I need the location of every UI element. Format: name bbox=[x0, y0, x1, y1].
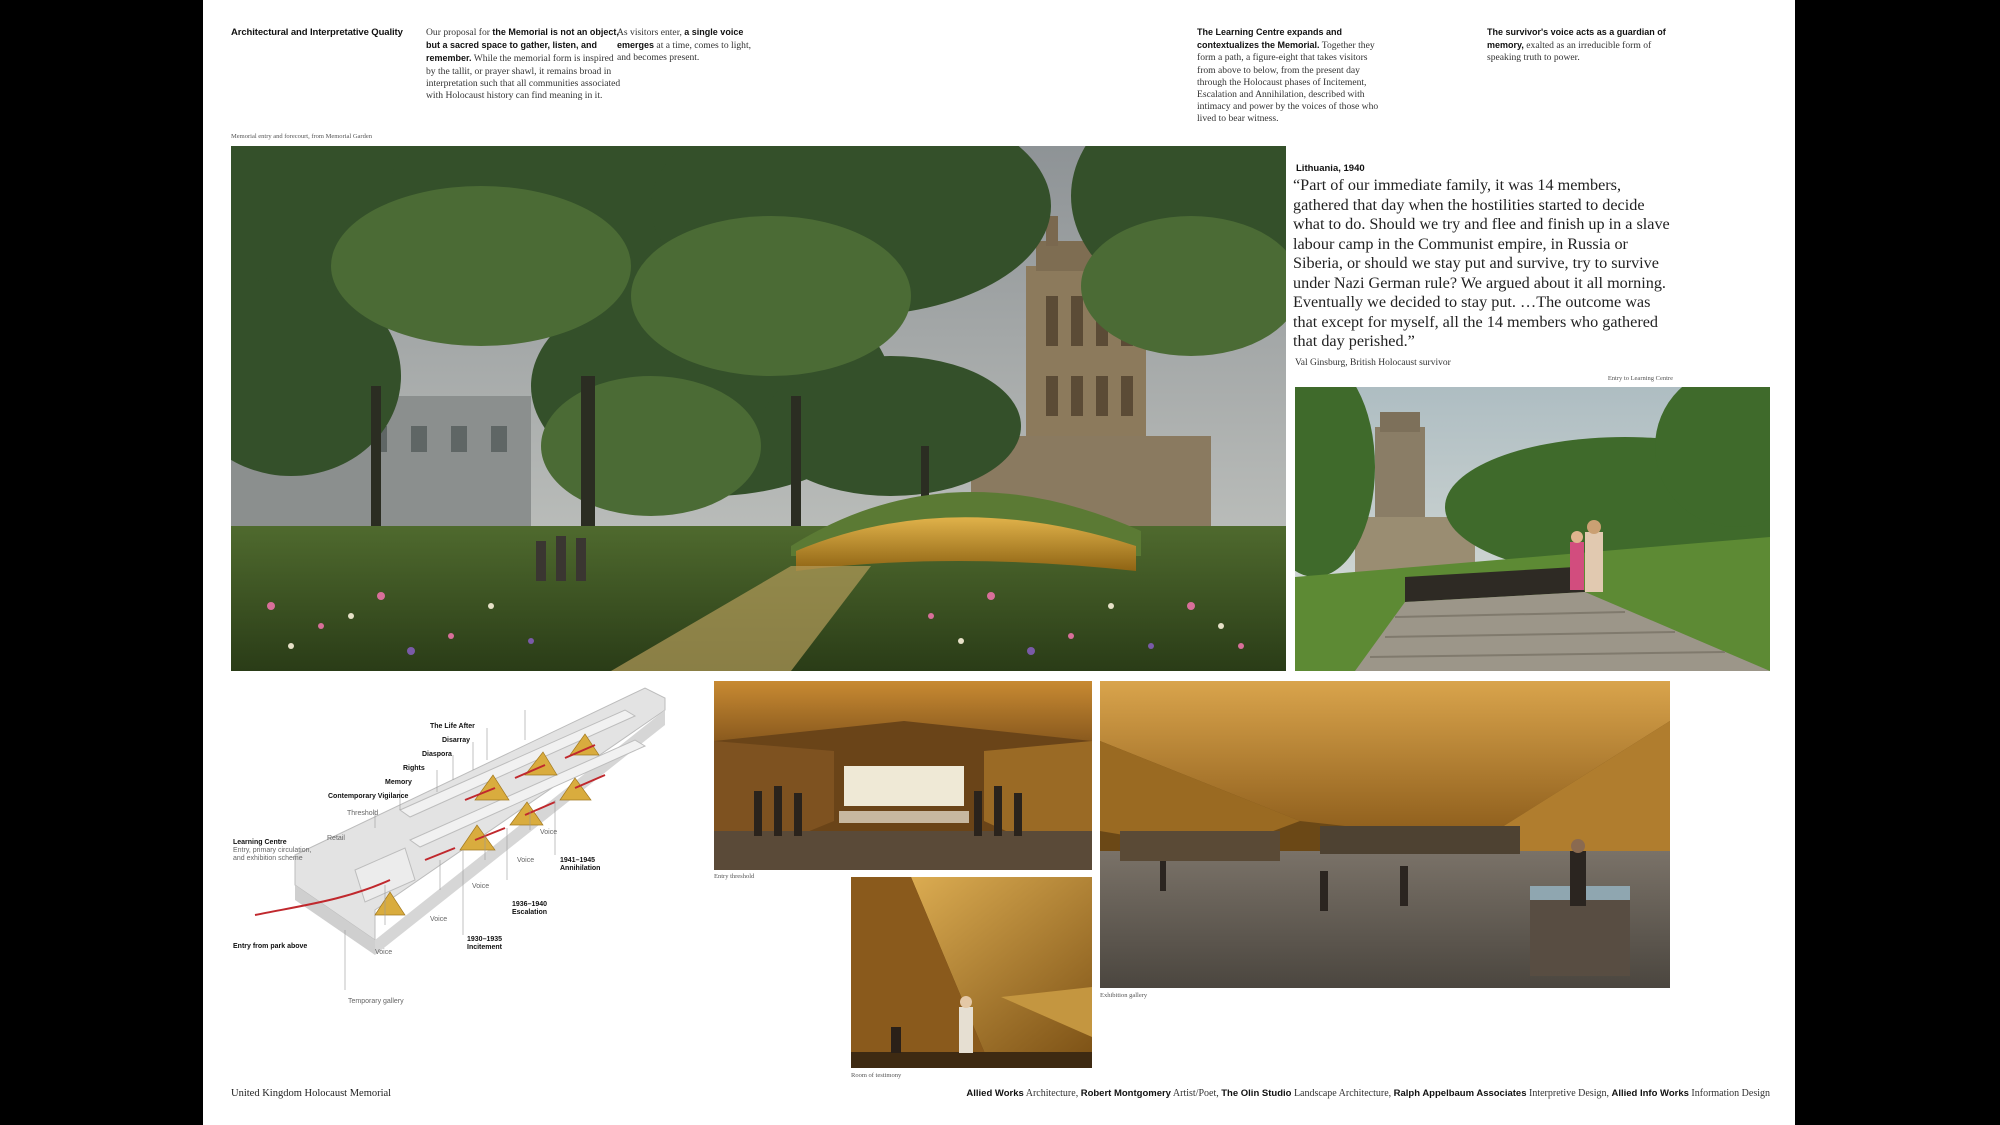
label-contemporary-vigilance: Contemporary Vigilance bbox=[328, 793, 409, 800]
room-of-testimony-rendering bbox=[851, 877, 1092, 1068]
label-escalation: Escalation bbox=[512, 909, 548, 916]
label-voice-4: Voice bbox=[430, 916, 448, 923]
label-disarray: Disarray bbox=[442, 737, 471, 744]
project-title: United Kingdom Holocaust Memorial bbox=[231, 1088, 392, 1099]
exhibition-gallery-rendering bbox=[1100, 681, 1670, 988]
learning-centre-axonometric-diagram bbox=[225, 680, 715, 1010]
label-annihilation: Annihilation bbox=[560, 865, 601, 872]
intro-column-4: The survivor's voice acts as a guardian of memory, exalted as an irreducible form of speaking truth to power. bbox=[1487, 27, 1666, 64]
learning-centre-entry-rendering bbox=[1295, 387, 1770, 671]
label-voice-1: Voice bbox=[540, 829, 558, 836]
label-incitement: Incitement bbox=[467, 944, 503, 951]
quote-attribution: Val Ginsburg, British Holocaust survivor bbox=[1295, 358, 1451, 368]
label-temporary-gallery: Temporary gallery bbox=[348, 998, 404, 1005]
presentation-sheet bbox=[203, 0, 1795, 1125]
label-diaspora: Diaspora bbox=[422, 751, 452, 758]
entry-learning-caption: Entry to Learning Centre bbox=[1607, 375, 1673, 382]
label-voice-3: Voice bbox=[472, 883, 490, 890]
diagram-title: Learning Centre bbox=[233, 839, 287, 846]
label-voice-5: Voice bbox=[375, 949, 393, 956]
entry-threshold-caption: Entry threshold bbox=[714, 873, 755, 880]
quote-location: Lithuania, 1940 bbox=[1296, 163, 1365, 174]
diagram-subtitle-2: and exhibition scheme bbox=[233, 855, 303, 862]
label-memory: Memory bbox=[385, 779, 412, 786]
label-threshold: Threshold bbox=[347, 810, 379, 817]
label-rights: Rights bbox=[403, 765, 425, 772]
label-escalation-years: 1936–1940 bbox=[512, 901, 548, 908]
label-retail: Retail bbox=[327, 835, 345, 842]
exhibition-gallery-caption: Exhibition gallery bbox=[1100, 992, 1148, 999]
main-image-caption: Memorial entry and forecourt, from Memorial Garden bbox=[231, 133, 372, 140]
survivor-quote: “Part of our immediate family, it was 14 members, gathered that day when the hostilities started to decide what to do. Should we try and flee and finish up in a slave labour camp in the Communist empire, in Russia or Siberia, or should we stay put and survive, try to survive under Nazi German rule? We argued about it all morning. Eventually we decided to stay put. …The outcome was that except for myself, all the 14 members who gathered that day perished.” bbox=[1293, 176, 1670, 350]
intro-column-1: Our proposal for the Memorial is not an object, but a sacred space to gather, listen, and remember. While the memorial form is inspired by the tallit, or prayer shawl, it remains broad in interpretation such that all communities associated with Holocaust history can find meaning in it. bbox=[426, 27, 621, 102]
diagram-subtitle-1: Entry, primary circulation, bbox=[233, 847, 312, 854]
intro-column-2: As visitors enter, a single voice emerges at a time, comes to light, and becomes present. bbox=[617, 27, 752, 64]
memorial-garden-rendering bbox=[231, 146, 1286, 671]
label-voice-2: Voice bbox=[517, 857, 535, 864]
credits-line: Allied Works Architecture, Robert Montgomery Artist/Poet, The Olin Studio Landscape Architecture, Ralph Appelbaum Associates Interpretive Design, Allied Info Works Information Design bbox=[966, 1088, 1770, 1099]
label-annihilation-years: 1941–1945 bbox=[560, 857, 596, 864]
label-incitement-years: 1930–1935 bbox=[467, 936, 503, 943]
label-life-after: The Life After bbox=[430, 723, 475, 730]
entry-threshold-rendering bbox=[714, 681, 1092, 870]
label-entry-from-park: Entry from park above bbox=[233, 943, 308, 950]
room-testimony-caption: Room of testimony bbox=[851, 1072, 902, 1079]
section-title: Architectural and Interpretative Quality bbox=[231, 27, 403, 38]
intro-column-3: The Learning Centre expands and contextualizes the Memorial. Together they form a path, a figure-eight that takes visitors from above to below, from the present day through the Holocaust phases of Incitement, Escalation and Annihilation, described with intimacy and power by the voices of those who lived to bear witness. bbox=[1197, 27, 1379, 125]
